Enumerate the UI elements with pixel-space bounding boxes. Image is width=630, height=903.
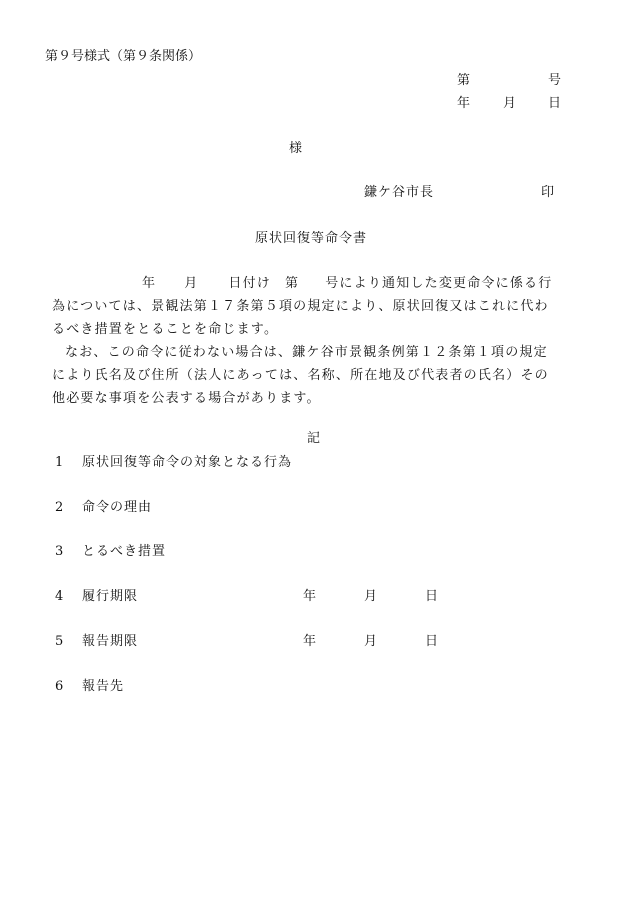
item-4-label: 履行期限	[82, 589, 139, 604]
ki-heading: 記	[307, 431, 321, 446]
paragraph-2-line-1: なお、この命令に従わない場合は、鎌ケ谷市景観条例第１２条第１項の規定	[65, 345, 548, 360]
paragraph-1-line-2: 為については、景観法第１７条第５項の規定により、原状回復又はこれに代わ	[52, 299, 549, 314]
item-2-label: 命令の理由	[82, 500, 153, 515]
body-paragraphs	[52, 277, 580, 415]
item-5-number: 5	[55, 634, 64, 649]
paragraph-1-line-1	[52, 277, 580, 300]
paragraph-2-line-2: により氏名及び住所（法人にあっては、名称、所在地及び代表者の氏名）その	[52, 368, 549, 383]
header-date-year: 年	[457, 96, 471, 111]
p1-dated: 日付け	[228, 276, 272, 291]
p1-month: 月	[184, 276, 199, 291]
item-3-label: とるべき措置	[82, 544, 167, 559]
item-5-label: 報告期限	[82, 634, 139, 649]
header-date-month: 月	[503, 96, 517, 111]
item-4-year: 年	[303, 589, 317, 604]
paragraph-2-line-3: 他必要な事項を公表する場合があります。	[52, 391, 321, 406]
item-1-number: 1	[55, 455, 64, 470]
header-number-go: 号	[548, 73, 562, 88]
addressee-suffix: 様	[289, 141, 303, 156]
item-5-year: 年	[303, 634, 317, 649]
item-4-number: 4	[55, 589, 64, 604]
item-4-day: 日	[425, 589, 439, 604]
header-date-day: 日	[548, 96, 562, 111]
item-4-month: 月	[364, 589, 378, 604]
item-2-number: 2	[55, 500, 64, 515]
document-title: 原状回復等命令書	[255, 231, 368, 246]
item-5-day: 日	[425, 634, 439, 649]
header-number-dai: 第	[457, 73, 471, 88]
item-6-label: 報告先	[82, 679, 125, 694]
item-5-month: 月	[364, 634, 378, 649]
p1-year: 年	[142, 276, 157, 291]
seal-mark: 印	[541, 185, 555, 200]
item-6-number: 6	[55, 679, 64, 694]
p1-dai: 第	[285, 276, 300, 291]
item-1-label: 原状回復等命令の対象となる行為	[82, 455, 293, 470]
issuer-name: 鎌ケ谷市長	[364, 185, 435, 200]
form-label: 第９号様式（第９条関係）	[45, 49, 202, 64]
item-3-number: 3	[55, 544, 64, 559]
p1-line1-rest: 号により通知した変更命令に係る行	[325, 276, 553, 291]
paragraph-1-line-3: るべき措置をとることを命じます。	[52, 322, 279, 337]
